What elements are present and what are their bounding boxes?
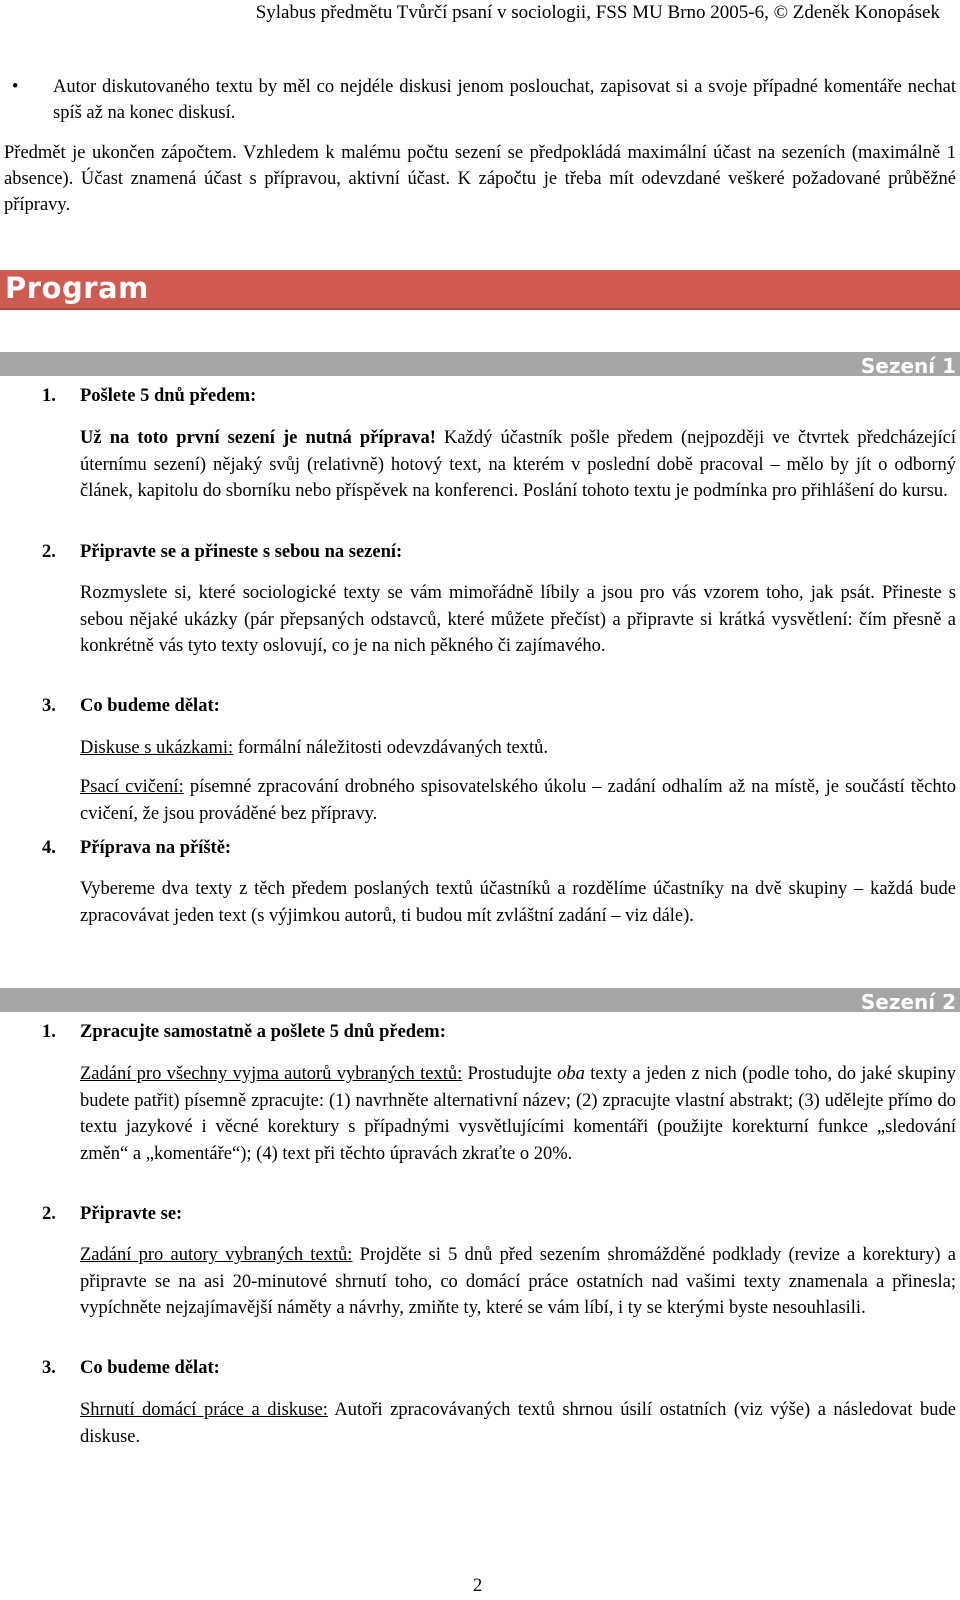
- summary-label: Shrnutí domácí práce a diskuse:: [80, 1400, 328, 1420]
- discussion-label: Diskuse s ukázkami:: [80, 738, 234, 758]
- session-1-item-3-sub-1: [80, 735, 956, 762]
- discussion-text: formální náležitosti odevzdávaných textů.: [233, 738, 549, 758]
- assignment-authors-text: Projděte si 5 dnů před sezením shromážděné podklady (revize a korektury) a připravte se na asi 20-minutové shrnutí toho, co domácí práce ostatních nad vašimi texty znamenala a přinesla; vypíchněte nejzajímavější náměty a návrhy, zmiňte ty, které se vám líbí, i ty se kterými byste nesouhlasili.: [80, 1245, 956, 1319]
- assignment-all-text-a: Prostudujte: [462, 1064, 558, 1084]
- intro-bullet-text: Autor diskutovaného textu by měl co nejdéle diskusi jenom poslouchat, zapisovat si a svoje případné komentáře nechat spíš až na konec diskusí.: [53, 77, 956, 123]
- session-2-item-3-heading: Co budeme dělat:: [80, 1358, 220, 1378]
- intro-bullet: [4, 74, 956, 126]
- page-number: 2: [473, 1576, 483, 1596]
- session-1-item-4-body: Vybereme dva texty z těch předem poslaných textů účastníků a rozdělíme účastníky na dvě skupiny – každá bude zpracovávat jeden text (s výjimkou autorů, ti budou mít zvláštní zadání – viz dále).: [80, 879, 956, 926]
- session-2-item-3-body: [80, 1397, 956, 1450]
- intro-paragraph: Předmět je ukončen zápočtem. Vzhledem k malému počtu sezení se předpokládá maximální účast na sezeních (maximálně 1 absence). Účast znamená účast s přípravou, aktivní účast. K zápočtu je třeba mít odevzdané veškeré požadované průběžné přípravy.: [4, 143, 956, 215]
- session-2-item-1-body: [80, 1061, 956, 1167]
- session-1-item-1-text: Každý účastník pošle předem (nejpozději ve čtvrtek předcházející úternímu sezení) nějaký svůj (relativně) hotový text, na kterém v poslední době pracoval – mělo by jít o odborný článek, kapitolu do sborníku nebo příspěvek na konferenci. Poslání tohoto textu je podmínka pro přihlášení do kursu.: [80, 428, 957, 502]
- session-1-item-3-heading: Co budeme dělat:: [80, 696, 220, 716]
- session-2-item-1-number: 1.: [42, 1022, 56, 1042]
- session-2-item-2-number: 2.: [42, 1204, 56, 1224]
- session-2-label: Sezení 2: [860, 990, 956, 1014]
- session-2-item-3-number: 3.: [42, 1358, 56, 1378]
- session-1-item-2-heading: Připravte se a přineste s sebou na sezení:: [80, 542, 403, 562]
- assignment-all-label: Zadání pro všechny vyjma autorů vybraných textů:: [80, 1064, 463, 1084]
- writing-exercise-label: Psací cvičení:: [80, 777, 184, 797]
- session-1-label: Sezení 1: [860, 354, 956, 378]
- assignment-all-italic: oba: [557, 1064, 585, 1084]
- session-1-item-1-number: 1.: [42, 386, 56, 406]
- session-1-item-2-number: 2.: [42, 542, 56, 562]
- session-1-item-1-heading: Pošlete 5 dnů předem:: [80, 386, 257, 406]
- session-2-bar: [0, 988, 960, 1012]
- program-title: Program: [5, 271, 149, 305]
- session-1-item-2-body: Rozmyslete si, které sociologické texty se vám mimořádně líbily a jsou pro vás vzorem toho, jak psát. Přineste s sebou nějaké ukázky (pár přepsaných odstavců, které můžete přečíst) a připravte si krátká vysvětlení: čím přesně a konkrétně vás tyto texty oslovují, co je na nich pěkného či zajímavého.: [80, 583, 956, 657]
- session-1-item-3-number: 3.: [42, 696, 56, 716]
- session-1-bar: [0, 352, 960, 376]
- summary-text: Autoři zpracovávaných textů shrnou úsilí ostatních (viz výše) a následovat bude diskuse.: [80, 1400, 957, 1447]
- session-2-item-2-heading: Připravte se:: [80, 1204, 183, 1224]
- session-2-item-1-heading: Zpracujte samostatně a pošlete 5 dnů předem:: [80, 1022, 446, 1042]
- session-2-item-2-body: [80, 1242, 956, 1322]
- writing-exercise-text: písemné zpracování drobného spisovatelského úkolu – zadání odhalím až na místě, je součástí těchto cvičení, že jsou prováděné bez přípravy.: [80, 777, 957, 824]
- session-1-item-1-emphasis: Už na toto první sezení je nutná příprava!: [80, 428, 436, 448]
- assignment-authors-label: Zadání pro autory vybraných textů:: [80, 1245, 353, 1265]
- session-1-item-4-number: 4.: [42, 838, 56, 858]
- session-1-item-4-heading: Příprava na příště:: [80, 838, 232, 858]
- session-1-item-1-body: [80, 425, 956, 505]
- assignment-all-text-b: texty a jeden z nich (podle toho, do jaké skupiny budete patřit) písemně zpracujte: (1) navrhněte alternativní název; (2) zpracujte vlastní abstrakt; (3) udělejte přímo do textu jazykové i věcné korektury s případnými vysvětlujícími komentáři (použijte korekturní funkce „sledování změn“ a „komentáře“); (4) text při těchto úpravách zkraťte o 20%.: [80, 1064, 956, 1164]
- bullet-icon: •: [12, 77, 19, 97]
- session-1-item-3-sub-2: [80, 774, 956, 827]
- document-header: Sylabus předmětu Tvůrčí psaní v sociologii, FSS MU Brno 2005-6, © Zdeněk Konopásek: [255, 2, 940, 23]
